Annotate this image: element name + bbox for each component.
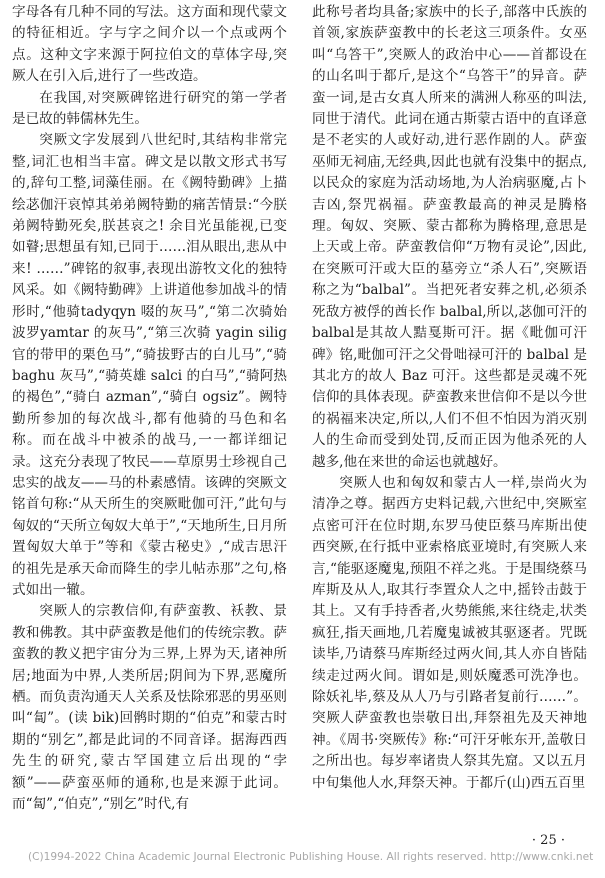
paragraph: 在我国,对突厥碑铭进行研究的第一学者是已故的韩儒林先生。 xyxy=(12,89,287,128)
right-text-column xyxy=(312,2,587,844)
paragraph-continued: 此称号者均具备;家族中的长子,部落中氏族的首领,家族萨蛮教中的长老这三项条件。女巫叫“乌答干”,突厥人的政治中心——首都设在的山名叫于都斤,是这个“乌答干”的异音。萨蛮一词,是古女真人所来的满洲人称巫的叫法,同世于清代。此词在通古斯蒙古语中的直译意是不老实的人或好动,进行恶作剧的人。萨蛮巫师无祠庙,无经典,因此也就有没集中的据点,以民众的家庭为活动场地,为人治病驱魔,占卜吉凶,祭咒祸福。萨蛮教最高的神灵是腾格理。匈奴、突厥、蒙古都称为腾格理,意思是上天或上帝。萨蛮教信仰“万物有灵论”,因此,在突厥可汗或大臣的墓旁立“杀人石”,突厥语称之为“balbal”。当把死者安葬之机,必须杀死敌方被俘的酋长作 balbal,所以,苾伽可汗的 balbal是其故人黠戛斯可汗。据《毗伽可汗碑》铭,毗伽可汗之父骨咄禄可汗的 balbal 是其北方的故人 Baz 可汗。这些都是灵魂不死信仰的具体表现。萨蛮教来世信仰不是以今世的祸福来决定,所以,人们不但不怕因为消灭别人的生命而受到处罚,反而正因为他杀死的人越多,他在来世的命运也就越好。 xyxy=(312,4,587,470)
page-number: · 25 · xyxy=(531,833,565,848)
paragraph-continued: 字母各有几种不同的写法。这方面和现代蒙文的特征相近。字与字之间介以一个点或两个点。这种文字来源于阿拉伯文的草体字母,突厥人在引入后,进行了一些改造。 xyxy=(12,4,287,85)
left-text-column xyxy=(12,2,287,844)
paragraph: 突厥文字发展到八世纪时,其结构非常完整,词汇也相当丰富。碑文是以散文形式书写的,辞句工整,词藻佳丽。在《阙特勤碑》上描绘苾伽汗哀悼其弟弟阙特勤的痛苦情景:“今朕弟阙特勤死矣,朕甚哀之! 余目光虽能视,已变如瞽;思想虽有知,已同于……泪从眼出,悲从中来! ……”碑铭的叙事,表现出游牧文化的独特风采。如《阙特勤碑》上讲道他参加战斗的情形时,“他骑tadyqyn 啜的灰马”,“第二次骑始波罗yamtar 的灰马”,“第三次骑 yagin silig 官的带甲的栗色马”,“骑拔野古的白儿马”,“骑baghu 灰马”,“骑英雄 salci 的白马”,“骑阿热的褐色”,“骑白 azman”,“骑白 ogsiz”。阙特勤所参加的每次战斗,都有他骑的马色和名称。而在战斗中被杀的战马,一一都详细记录。这充分表现了牧民——草原男士珍视自己忠实的战友——马的朴素感情。该碑的突厥文铭首句称:“从天所生的突厥毗伽可汗,”此句与匈奴的“天所立匈奴大单于”,“天地所生,日月所置匈奴大单于”等和《蒙古秘史》,“成吉思汗的祖先是承天命而降生的孛儿帖赤那”之句,格式如出一辙。 xyxy=(12,132,287,598)
paragraph: 突厥人也和匈奴和蒙古人一样,崇尚火为清净之尊。据西方史料记载,六世纪中,突厥室点密可汗在位时期,东罗马使臣蔡马库斯出使西突厥,在行抵中亚索格底亚境时,有突厥人来言,“能驱逐魔鬼,预阻不祥之兆。于是围绕蔡马库斯及从人,取其行李置众人之中,摇铃击鼓于其上。又有手持香者,火势熊熊,来往绕走,状类疯狂,指天画地,几若魔鬼诚被其驱逐者。咒既读毕,乃请蔡马库斯经过两火间,其人亦自皆陆续走过两火间。谓如是,则妖魔悉可洗净也。除妖礼毕,蔡及从人乃与引路者复前行……”。突厥人萨蛮教也崇敬日出,拜祭祖先及天神地神。《周书·突厥传》称:“可汗牙帐东开,盖敬日之所出也。每岁率诸贵人祭其先窟。又以五月中旬集他人水,拜祭天神。于都斤(山)西五百里 xyxy=(312,474,587,791)
paragraph: 突厥人的宗教信仰,有萨蛮教、袄教、景教和佛教。其中萨蛮教是他们的传统宗教。萨蛮教的教义把宇宙分为三界,上界为天,诸神所居;地面为中界,人类所居;阴间为下界,恶魔所栖。而负责沟通天人关系及怯除邪恶的男巫则叫“匐”。(读 bik)回鹘时期的“伯克”和蒙古时期的“别乞”,都是此词的不同音译。据海西西先生的研究,蒙古罕国建立后出现的“孛额”——萨蛮巫师的通称,也是来源于此词。而“匐”,“伯克”,“别乞”时代,有 xyxy=(12,603,287,813)
copyright-footer: (C)1994-2022 China Academic Journal Electronic Publishing House. All rights reserved. http://www.cnki.net xyxy=(28,851,594,863)
